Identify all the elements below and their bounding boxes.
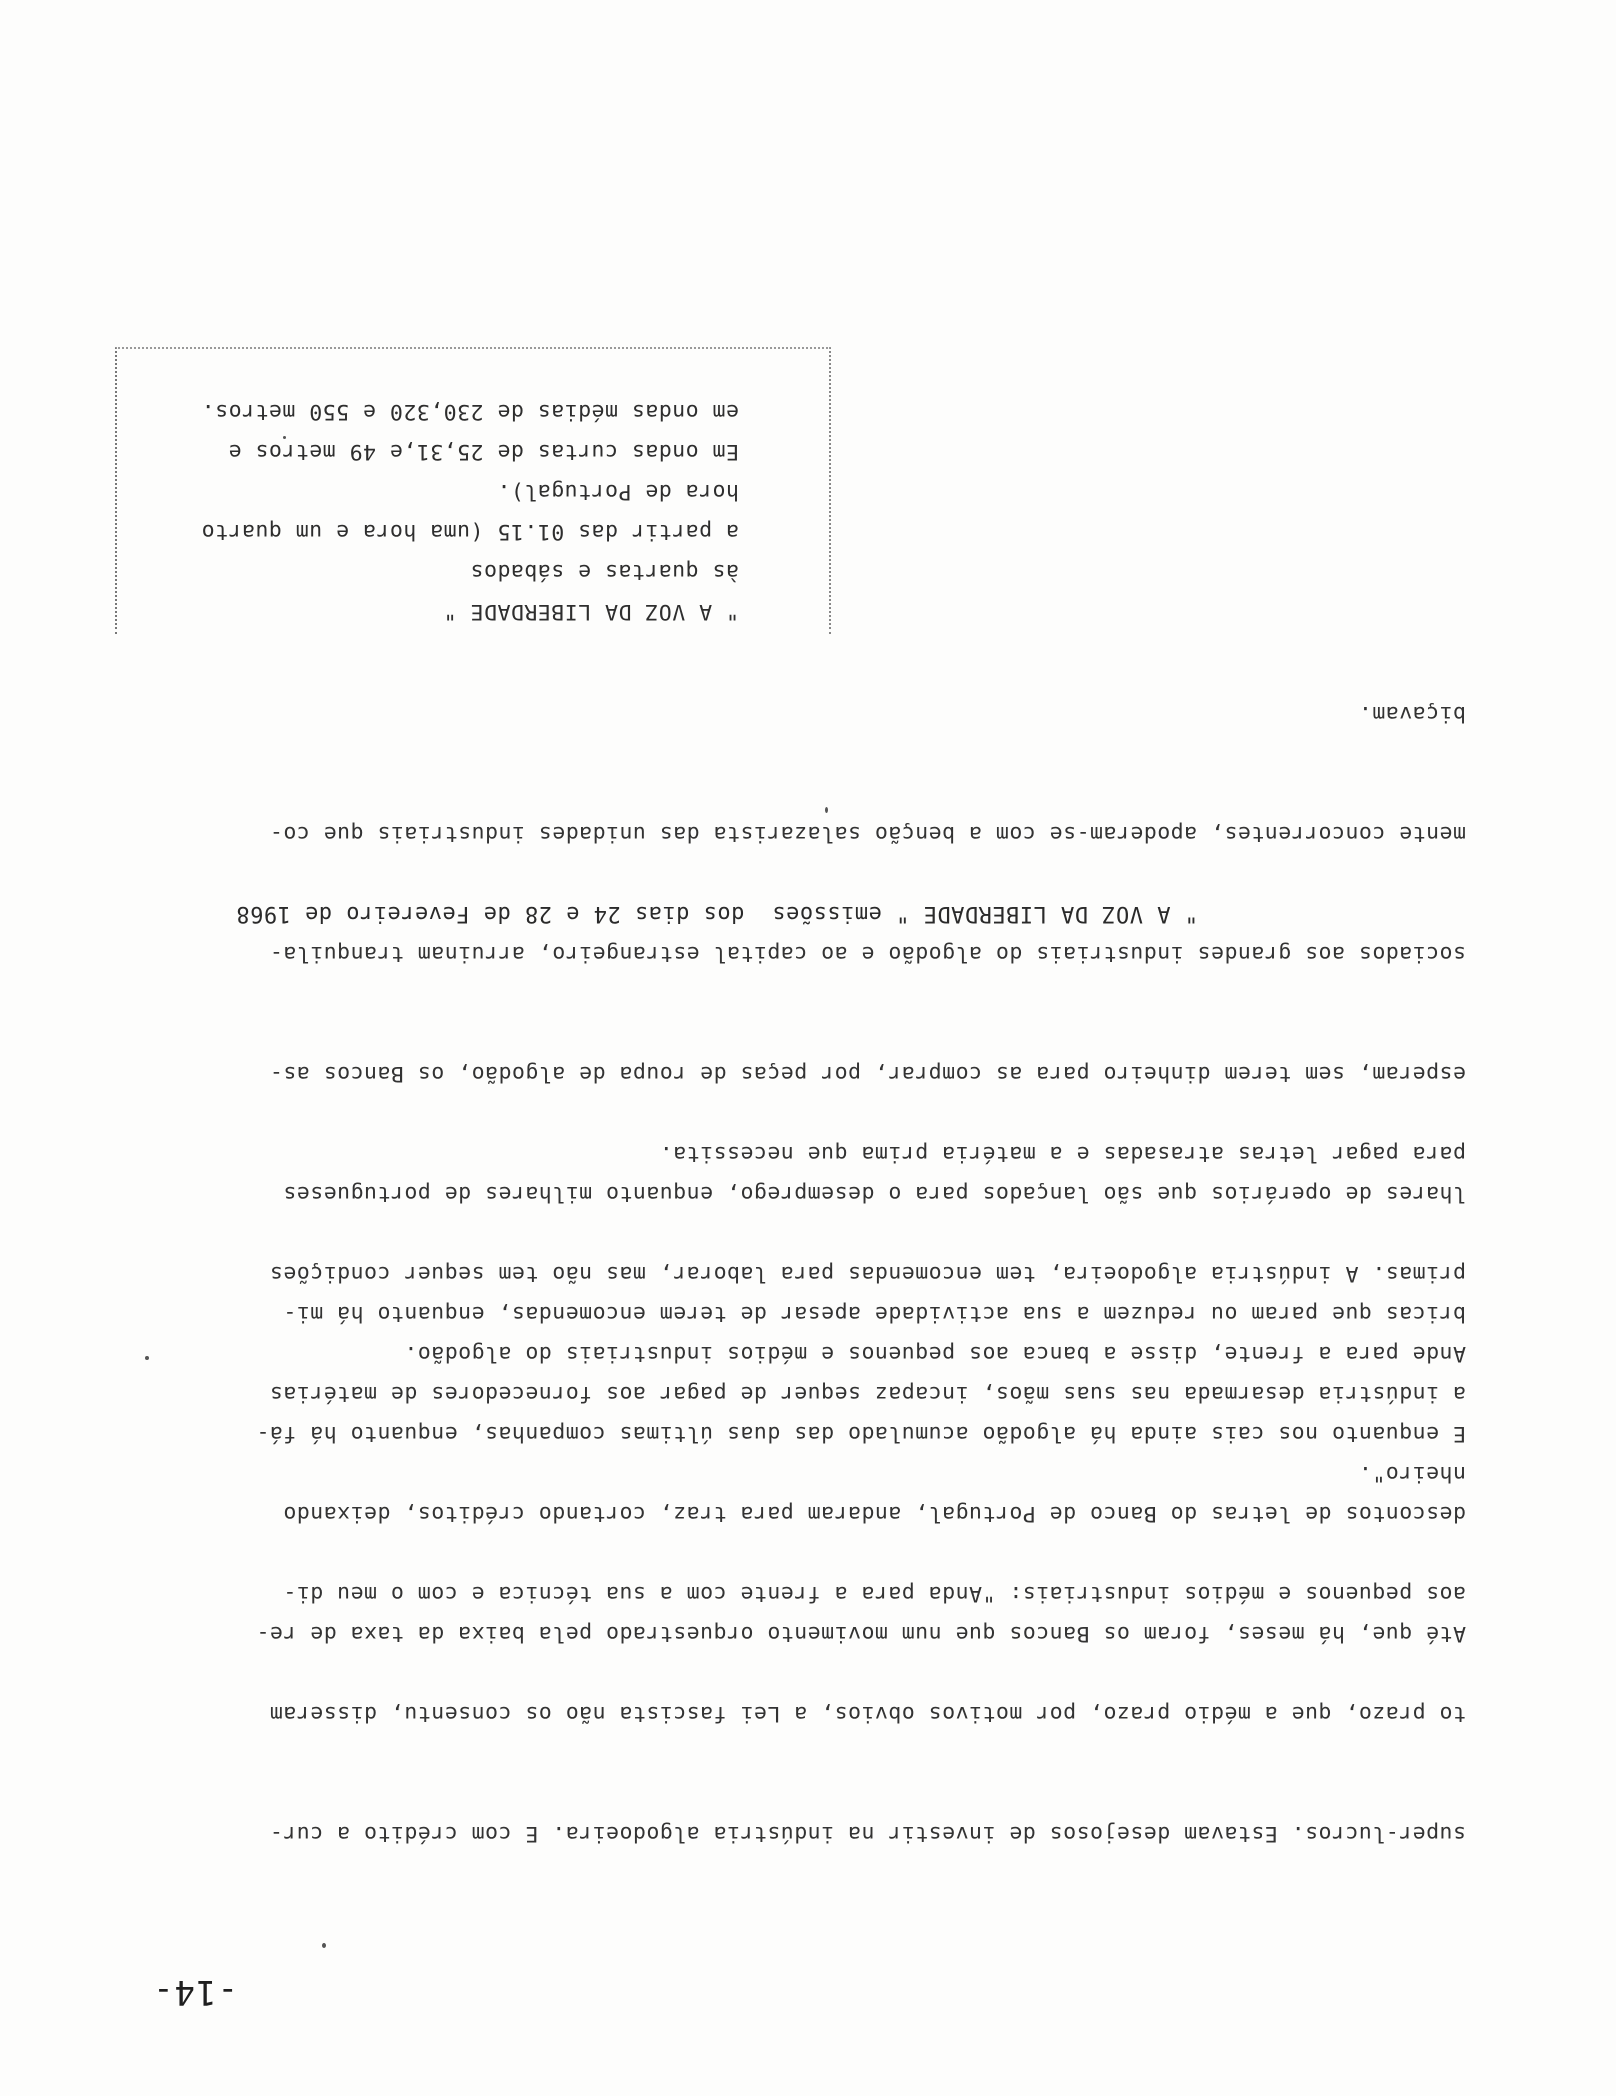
scan-speck [145,1356,149,1360]
text-line: esperam, sem terem dinheiro para as comprar, por peças de roupa de algodão, os Bancos as- [269,1061,1466,1086]
scan-speck [283,436,286,439]
text-line: aos pequenos e médios industriais: "Anda para a frente com a sua técnica e com o meu di- [282,1581,1466,1606]
box-title: " A VOZ DA LIBERDADE " [443,599,739,624]
text-line: nheiro". [1358,1461,1466,1486]
text-line: para pagar letras atrasadas e a matéria prima que necessita. [659,1141,1466,1166]
text-line: bricas que param ou reduzem a sua actividade apesar de terem encomendas, enquanto há mi- [282,1301,1466,1326]
text-line: mente concorrentes, apoderam-se com a benção salazarista das unidades industriais que co- [269,821,1466,846]
box-line: Em ondas curtas de 25,31,e 49 metros e [228,439,739,464]
box-line: hora de Portugal). [497,479,739,504]
box-line: em ondas médias de 230,320 e 550 metros. [201,399,739,424]
box-line: a partir das 01.15 (uma hora e um quarto [201,519,739,544]
text-line: primas. A indústria algodoeira, tem encomendas para laborar, mas não tem sequer condições [269,1261,1466,1286]
broadcast-heading: " A VOZ DA LIBERDADE " emissões dos dias 24 e 28 de Fevereiro de 1968 [235,901,1198,926]
text-line: to prazo, que a médio prazo, por motivos obvios, a Lei fascista não os consentu, disseram [269,1701,1466,1726]
text-line: descontos de letras do Banco de Portugal, andaram para traz, cortando créditos, deixando [282,1501,1466,1526]
text-line: sociados aos grandes industriais do algodão e ao capital estrangeiro, arruinam tranquila- [269,941,1466,966]
box-line: às quartas e sábados [470,559,739,584]
broadcast-schedule-box [115,347,831,634]
scan-speck [322,1943,326,1948]
text-line: biçavam. [1358,701,1466,726]
page-number: -14- [152,1972,238,2012]
text-line: super-lucros. Estavam desejosos de investir na indústria algodoeira. E com crédito a cur- [269,1821,1466,1846]
paragraph-3 [66,613,1466,1533]
text-line: Ande para a frente, disse a banca aos pequenos e médios industriais do algodão. [403,1341,1466,1366]
text-line: E enquanto nos cais ainda há algodão acumulado das duas últimas companhas, enquanto há fá- [256,1421,1466,1446]
text-line: lhares de operários que são lançados para o desemprego, enquanto milhares de portugueses [282,1181,1466,1206]
scan-speck [825,807,828,813]
text-line: a indústria desarmada nas suas mãos, incapaz sequer de pagar aos fornecedores de matérias [269,1381,1466,1406]
text-line: Até que, há meses, foram os Bancos que num movimento orquestrado pela baixa da taxa de re- [256,1621,1466,1646]
